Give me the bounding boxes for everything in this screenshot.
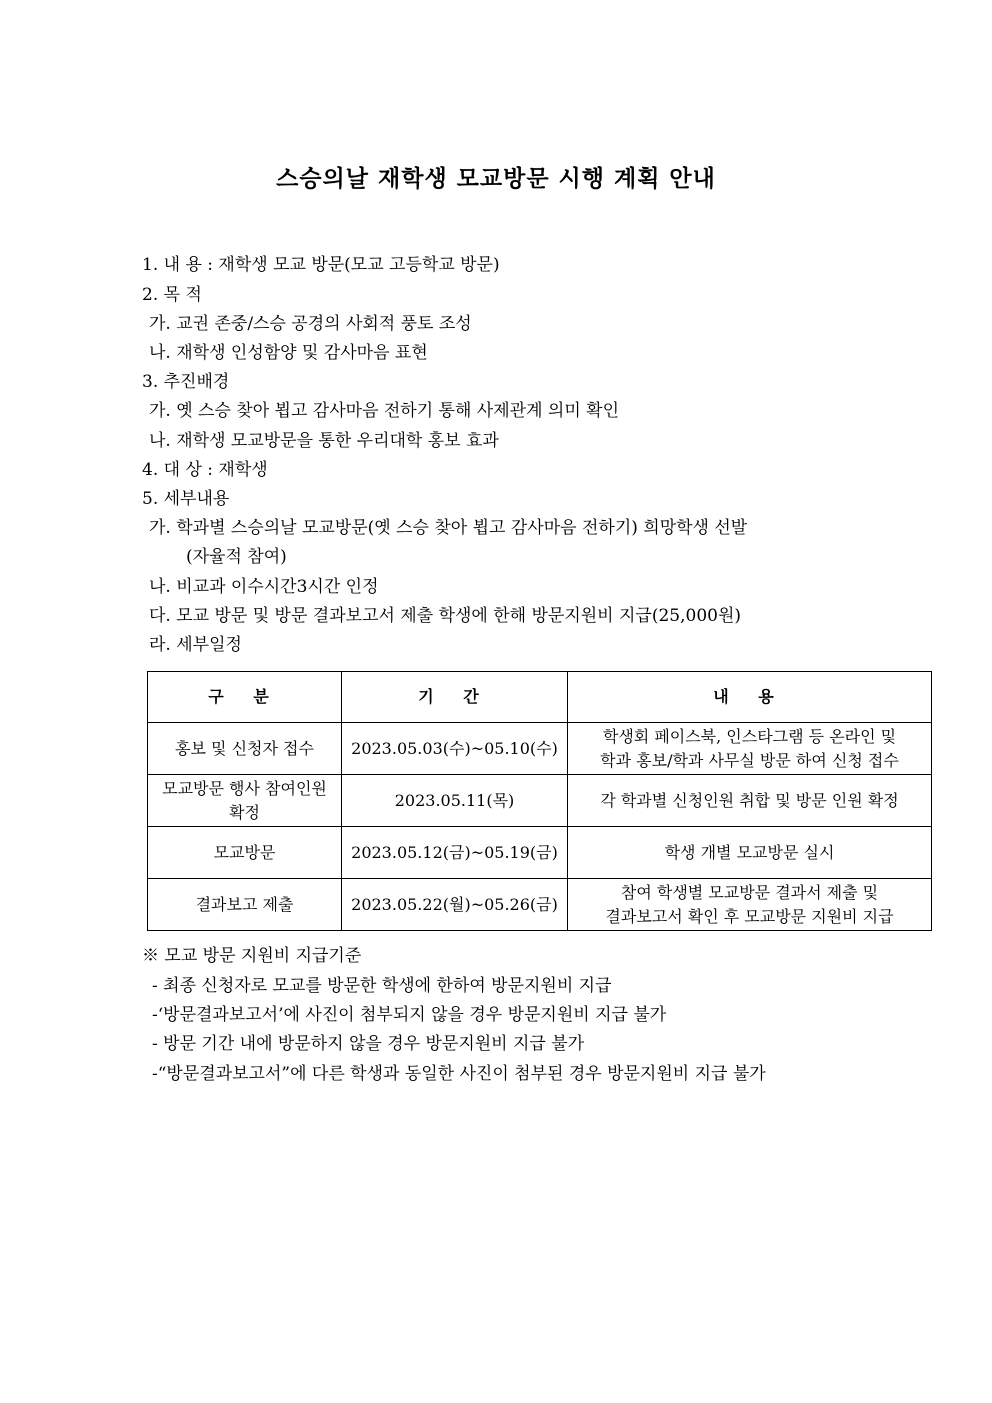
cell-category-line: 확정 [229, 802, 260, 822]
cell-content: 각 학과별 신청인원 취합 및 방문 인원 확정 [568, 775, 932, 827]
cell-period: 2023.05.12(금)~05.19(금) [342, 827, 568, 879]
cell-period: 2023.05.22(월)~05.26(금) [342, 879, 568, 931]
cell-content-line: 학생회 페이스북, 인스타그램 등 온라인 및 [602, 726, 897, 746]
note-item: -“방문결과보고서”에 다른 학생과 동일한 사진이 첨부된 경우 방문지원비 지급 불가 [152, 1064, 766, 1084]
item-2-purpose: 2. 목 적 [142, 285, 202, 305]
table-header-row [148, 672, 932, 723]
cell-category: 결과보고 제출 [148, 879, 342, 931]
item-5-a-cont: (자율적 참여) [186, 547, 287, 567]
document-title: 스승의날 재학생 모교방문 시행 계획 안내 [276, 165, 716, 192]
cell-category: 모교방문 [148, 827, 342, 879]
cell-category-line: 모교방문 행사 참여인원 [162, 778, 327, 798]
item-3-background: 3. 추진배경 [142, 372, 230, 392]
item-2-a: 가. 교권 존중/스승 공경의 사회적 풍토 조성 [149, 314, 472, 334]
item-5-a: 가. 학과별 스승의날 모교방문(옛 스승 찾아 뵙고 감사마음 전하기) 희망학생 선발 [149, 518, 748, 538]
cell-period: 2023.05.11(목) [342, 775, 568, 827]
cell-content [568, 723, 932, 775]
item-5-d: 라. 세부일정 [149, 635, 242, 655]
item-4-target: 4. 대 상 : 재학생 [142, 460, 268, 480]
table-row [148, 879, 932, 931]
item-5-b: 나. 비교과 이수시간3시간 인정 [149, 577, 379, 597]
schedule-table [147, 671, 932, 931]
cell-content [568, 879, 932, 931]
note-item: - 방문 기간 내에 방문하지 않을 경우 방문지원비 지급 불가 [152, 1034, 585, 1054]
cell-category [148, 775, 342, 827]
cell-content-line: 결과보고서 확인 후 모교방문 지원비 지급 [605, 906, 894, 926]
item-5-c: 다. 모교 방문 및 방문 결과보고서 제출 학생에 한해 방문지원비 지급(25,000원) [149, 606, 742, 626]
item-1-content: 1. 내 용 : 재학생 모교 방문(모교 고등학교 방문) [142, 255, 500, 275]
item-3-b: 나. 재학생 모교방문을 통한 우리대학 홍보 효과 [149, 431, 499, 451]
note-item: -‘방문결과보고서’에 사진이 첨부되지 않을 경우 방문지원비 지급 불가 [152, 1005, 667, 1025]
cell-content-line: 참여 학생별 모교방문 결과서 제출 및 [620, 882, 879, 902]
header-content: 내 용 [568, 672, 932, 723]
cell-period: 2023.05.03(수)~05.10(수) [342, 723, 568, 775]
table-row [148, 827, 932, 879]
table-row [148, 775, 932, 827]
item-5-details: 5. 세부내용 [142, 489, 230, 509]
notes-heading: ※ 모교 방문 지원비 지급기준 [142, 946, 362, 966]
cell-category: 홍보 및 신청자 접수 [148, 723, 342, 775]
header-category: 구 분 [148, 672, 342, 723]
item-3-a: 가. 옛 스승 찾아 뵙고 감사마음 전하기 통해 사제관계 의미 확인 [149, 401, 619, 421]
cell-content: 학생 개별 모교방문 실시 [568, 827, 932, 879]
cell-content-line: 학과 홍보/학과 사무실 방문 하여 신청 접수 [600, 750, 899, 770]
header-period: 기 간 [342, 672, 568, 723]
item-2-b: 나. 재학생 인성함양 및 감사마음 표현 [149, 343, 428, 363]
note-item: - 최종 신청자로 모교를 방문한 학생에 한하여 방문지원비 지급 [152, 976, 612, 996]
table-row [148, 723, 932, 775]
